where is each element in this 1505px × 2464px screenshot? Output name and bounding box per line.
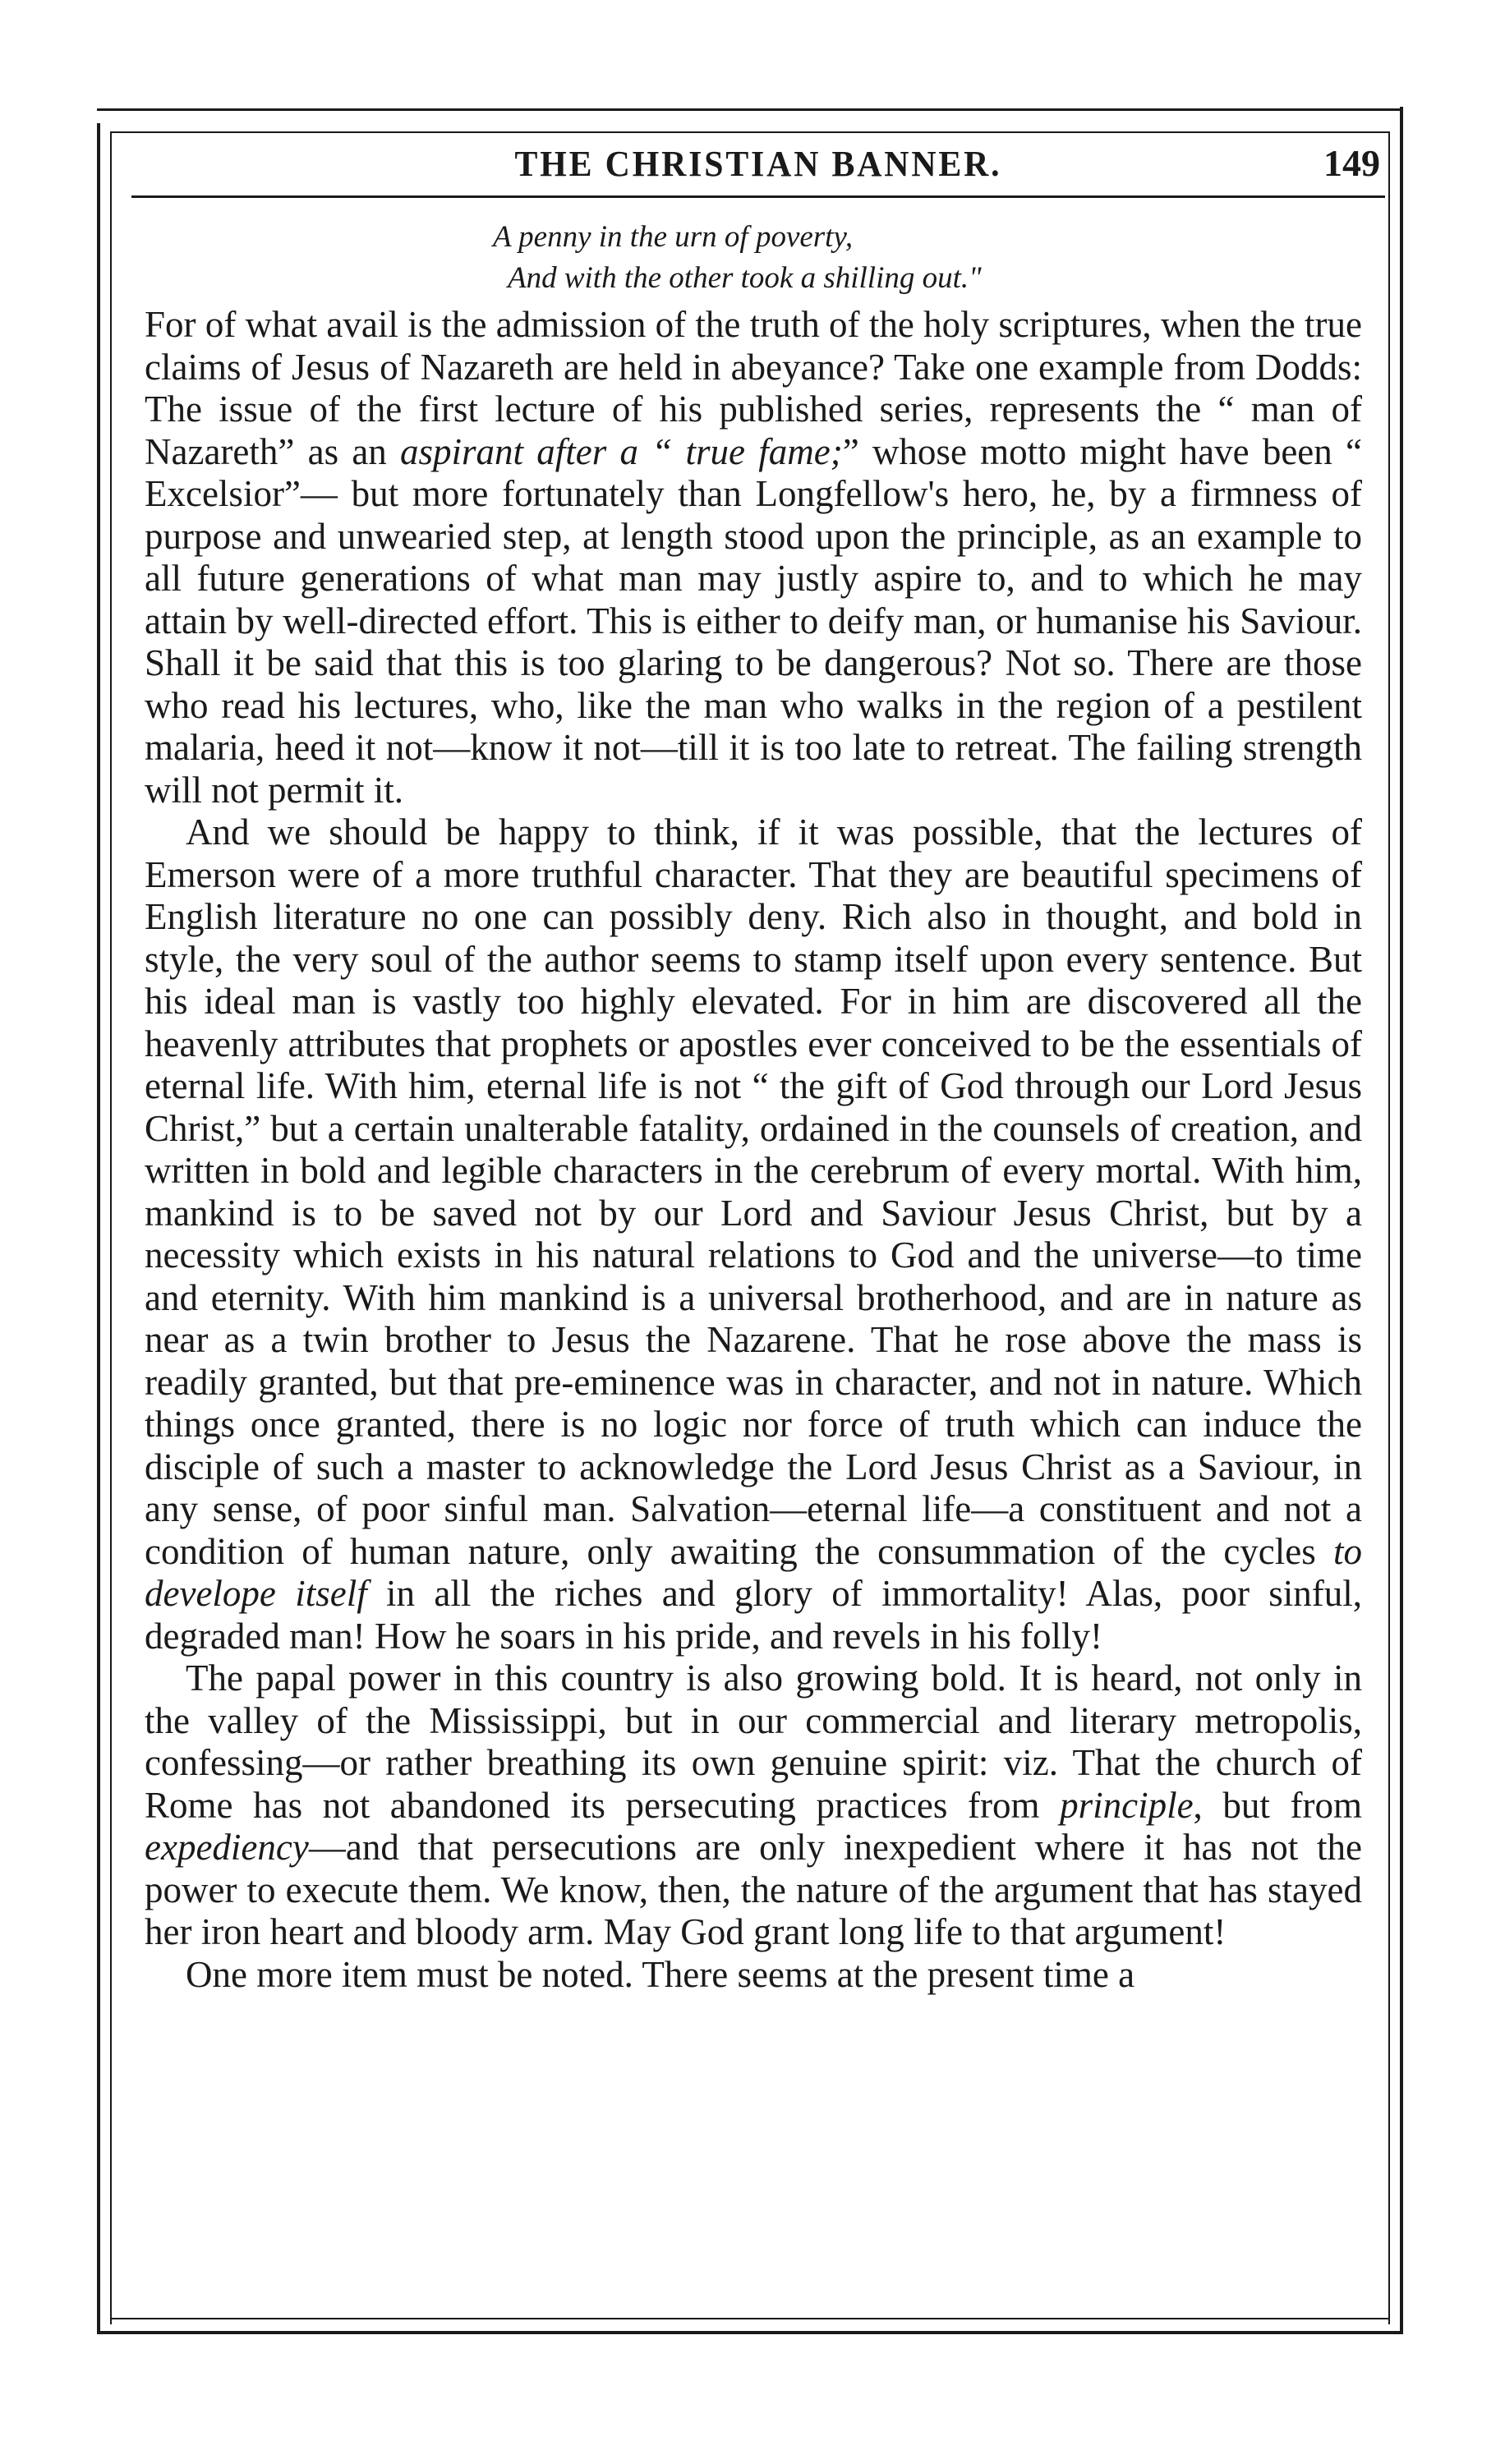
right-border-inner bbox=[1388, 131, 1390, 2324]
text-run: One more item must be noted. There seems at the present time a bbox=[186, 1953, 1135, 1995]
italic-text: to develope itself bbox=[145, 1530, 1362, 1614]
header-rule bbox=[131, 195, 1385, 198]
quoted-verse bbox=[493, 217, 1314, 299]
italic-text: aspirant after a “ true fame; bbox=[400, 430, 843, 472]
bottom-border-outer bbox=[97, 2331, 1403, 2334]
italic-text: principle bbox=[1060, 1784, 1194, 1826]
article-body bbox=[145, 304, 1362, 1996]
running-title: THE CHRISTIAN BANNER. bbox=[514, 144, 1002, 184]
italic-text: expediency bbox=[145, 1827, 309, 1868]
paragraph bbox=[145, 304, 1362, 811]
right-border-outer bbox=[1400, 107, 1403, 2333]
left-border-outer bbox=[97, 123, 100, 2333]
verse-line: A penny in the urn of poverty, bbox=[493, 220, 854, 254]
paragraph bbox=[145, 811, 1362, 1657]
paragraph bbox=[145, 1657, 1362, 1954]
text-run: in all the riches and glory of immortality! Alas, poor sinful, degraded man! How he soars in his pride, and revels in his folly! bbox=[145, 1573, 1362, 1657]
text-run: , but from bbox=[1193, 1784, 1362, 1826]
text-run: ” whose motto might have been “ Excelsior”— but more fortunately than Longfellow's hero, he, by a firmness of purpose and unwearied step, at length stood upon the principle, as an example to all future generations of what man may justly aspire to, and to which he may attain by well-directed effort. This is either to deify man, or humanise his Saviour. Shall it be said that this is too glaring to be dangerous? Not so. There are those who read his lectures, who, like the man who walks in the region of a pestilent malaria, heed it not—know it not—till it is too late to retreat. The failing strength will not permit it. bbox=[145, 430, 1362, 811]
text-run: For of what avail is the admission of the truth of the holy scriptures, when the true claims of Jesus of Nazareth are held in abeyance? Take one example from Dodds: The issue of the first lecture of his published series, represents the “ man of Nazareth” as an bbox=[145, 304, 1362, 472]
top-border-inner bbox=[110, 131, 1390, 133]
verse-line: And with the other took a shilling out." bbox=[508, 261, 982, 295]
page-header bbox=[131, 138, 1385, 191]
text-run: —and that persecutions are only inexpedient where it has not the power to execute them. We know, then, the nature of the argument that has stayed her iron heart and bloody arm. May God grant long life to that argument! bbox=[145, 1827, 1362, 1952]
text-run: The papal power in this country is also growing bold. It is heard, not only in the valley of the Mississippi, but in our commercial and literary metropolis, confessing—or rather breathing its own genuine spirit: viz. That the church of Rome has not abandoned its persecuting practices from bbox=[145, 1657, 1362, 1826]
top-border-outer bbox=[97, 108, 1403, 111]
text-run: And we should be happy to think, if it was possible, that the lectures of Emerson were of a more truthful character. That they are beautiful specimens of English literature no one can possibly deny. Rich also in thought, and bold in style, the very soul of the author seems to stamp itself upon every sentence. But his ideal man is vastly too highly elevated. For in him are discovered all the heavenly attributes that prophets or apostles ever conceived to be the essentials of eternal life. With him, eternal life is not “ the gift of God through our Lord Jesus Christ,” but a certain unalterable fatality, ordained in the counsels of creation, and written in bold and legible characters in the cerebrum of every mortal. With him, mankind is to be saved not by our Lord and Saviour Jesus Christ, but by a necessity which exists in his natural relations to God and the universe—to time and eternity. With him mankind is a universal brotherhood, and are in nature as near as a twin brother to Jesus the Nazarene. That he rose above the mass is readily granted, but that pre-eminence was in character, and not in nature. Which things once granted, there is no logic nor force of truth which can induce the disciple of such a master to acknowledge the Lord Jesus Christ as a Saviour, in any sense, of poor sinful man. Salvation—eternal life—a constituent and not a condition of human nature, only awaiting the consummation of the cycles bbox=[145, 811, 1362, 1572]
left-border-inner bbox=[110, 131, 112, 2324]
bottom-border-inner bbox=[110, 2318, 1390, 2319]
page-number: 149 bbox=[1323, 142, 1380, 184]
paragraph bbox=[145, 1954, 1362, 1997]
